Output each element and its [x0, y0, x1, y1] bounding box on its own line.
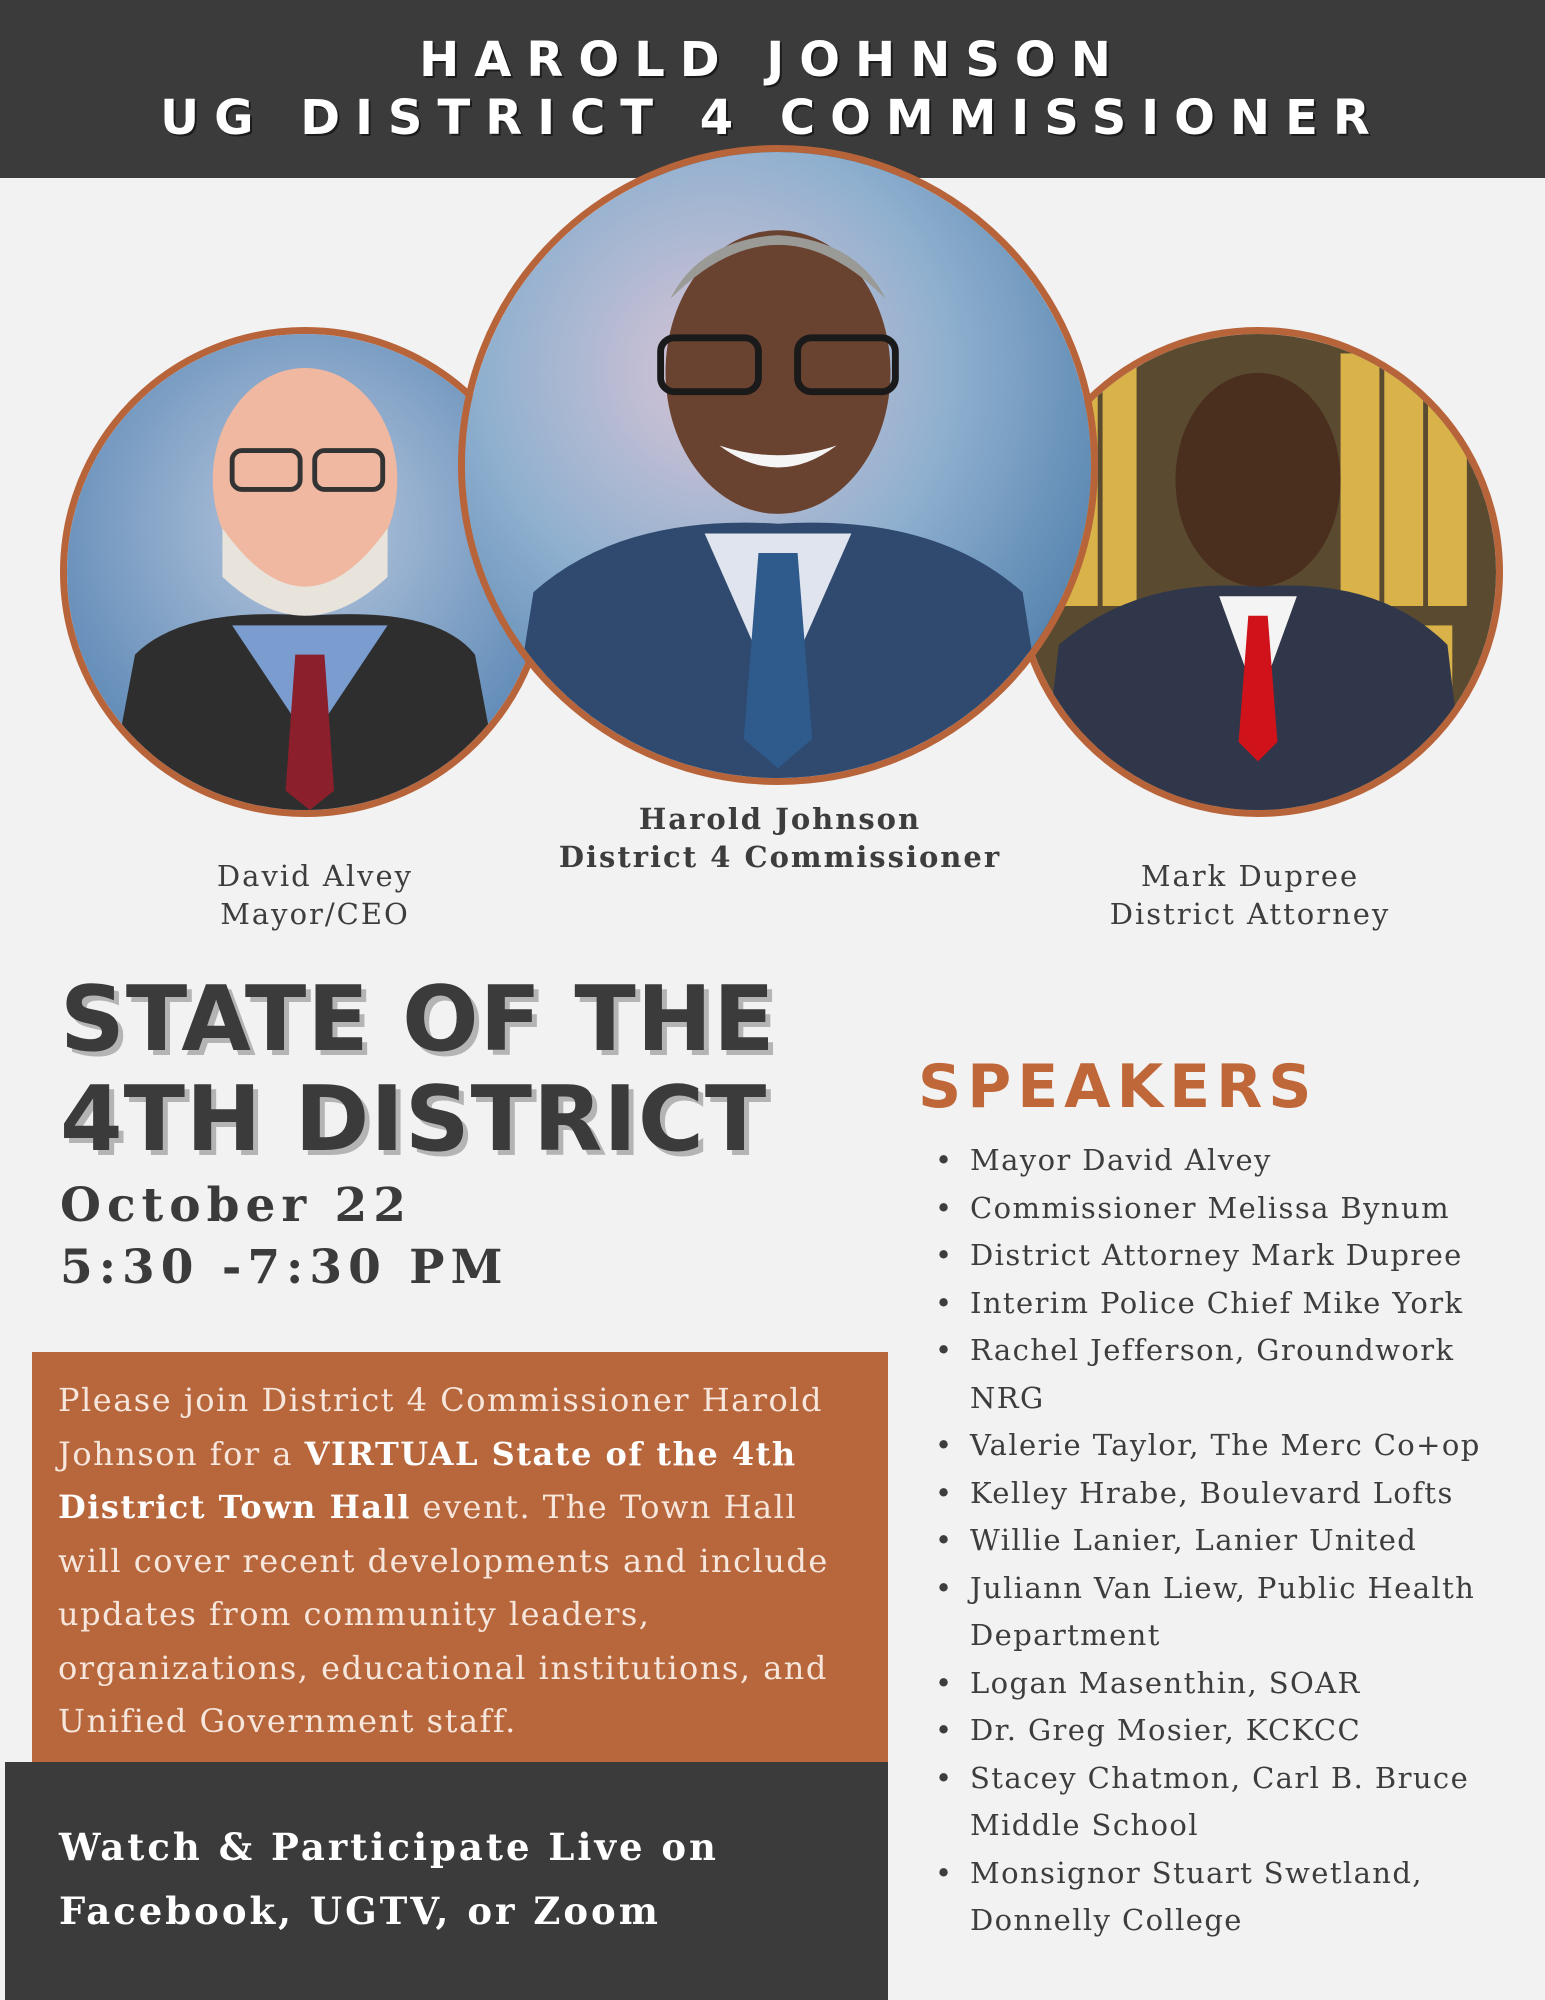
watch-line2: Facebook, UGTV, or Zoom — [59, 1889, 661, 1933]
speaker-name: Logan Masenthin, SOAR — [970, 1665, 1361, 1700]
speaker-item — [925, 1185, 1515, 1233]
speaker-name: Juliann Van Liew, Public Health Department — [970, 1570, 1476, 1652]
description-box — [32, 1352, 888, 1762]
speaker-item — [925, 1470, 1515, 1518]
event-title-line2: 4TH DISTRICT — [60, 1067, 768, 1172]
bullet-icon: • — [935, 1238, 954, 1272]
speaker-item — [925, 1517, 1515, 1565]
photo-harold-johnson — [458, 145, 1098, 785]
caption-right — [1050, 857, 1450, 933]
description-text — [58, 1374, 868, 1749]
header-office: UG DISTRICT 4 COMMISSIONER — [160, 90, 1385, 146]
caption-center — [530, 800, 1030, 876]
speaker-item — [925, 1660, 1515, 1708]
speaker-name: Rachel Jefferson, Groundwork NRG — [970, 1333, 1455, 1415]
bullet-icon: • — [935, 1190, 954, 1225]
description-part2: event. The Town Hall will cover recent developments and include updates from community leaders, organizations, educational institutions, and Unified Government staff. — [58, 1488, 829, 1740]
speaker-item — [925, 1755, 1515, 1850]
bullet-icon: • — [935, 1665, 954, 1700]
header-name: HAROLD JOHNSON — [419, 32, 1126, 88]
speaker-item — [925, 1850, 1515, 1945]
event-date: October 22 — [60, 1178, 412, 1233]
bullet-icon: • — [935, 1285, 954, 1320]
caption-left — [115, 857, 515, 933]
speaker-item — [925, 1137, 1515, 1185]
speaker-name: Interim Police Chief Mike York — [970, 1285, 1464, 1320]
person-role: Mayor/CEO — [220, 897, 410, 931]
person-role: District Attorney — [1109, 897, 1391, 931]
bullet-icon: • — [935, 1713, 954, 1747]
event-time: 5:30 -7:30 PM — [60, 1240, 509, 1295]
speaker-name: Commissioner Melissa Bynum — [970, 1190, 1450, 1225]
speaker-name: Mayor David Alvey — [970, 1143, 1272, 1177]
speaker-item — [925, 1707, 1515, 1755]
person-name: David Alvey — [216, 859, 414, 893]
description-bold: VIRTUAL State of the 4th District Town Hall — [58, 1434, 797, 1526]
speaker-item — [925, 1280, 1515, 1328]
speaker-item — [925, 1327, 1515, 1422]
speaker-item — [925, 1232, 1515, 1280]
speakers-list — [925, 1137, 1515, 1945]
watch-line1: Watch & Participate Live on — [59, 1825, 719, 1869]
bullet-icon: • — [935, 1475, 954, 1510]
speakers-heading: SPEAKERS — [918, 1052, 1318, 1122]
speaker-name: Kelley Hrabe, Boulevard Lofts — [970, 1475, 1454, 1510]
portrait-image — [465, 152, 1091, 778]
speaker-name: Stacey Chatmon, Carl B. Bruce Middle School — [970, 1760, 1470, 1842]
bullet-icon: • — [935, 1855, 954, 1890]
speaker-item — [925, 1422, 1515, 1470]
event-title-line1: STATE OF THE — [60, 967, 776, 1072]
speaker-name: Dr. Greg Mosier, KCKCC — [970, 1713, 1362, 1747]
description-part1: Please join District 4 Commissioner Harold Johnson for a — [58, 1381, 823, 1473]
bullet-icon: • — [935, 1143, 954, 1177]
speaker-item — [925, 1565, 1515, 1660]
speaker-name: Monsignor Stuart Swetland, Donnelly College — [970, 1855, 1423, 1937]
person-role: District 4 Commissioner — [558, 840, 1002, 874]
bullet-icon: • — [935, 1523, 954, 1557]
person-name: Mark Dupree — [1140, 859, 1360, 893]
bullet-icon: • — [935, 1570, 954, 1605]
bullet-icon: • — [935, 1760, 954, 1795]
speaker-name: District Attorney Mark Dupree — [970, 1238, 1463, 1272]
speaker-name: Valerie Taylor, The Merc Co+op — [970, 1428, 1481, 1462]
watch-box — [5, 1762, 888, 2000]
bullet-icon: • — [935, 1428, 954, 1462]
speaker-name: Willie Lanier, Lanier United — [970, 1523, 1418, 1557]
person-name: Harold Johnson — [638, 802, 922, 836]
bullet-icon: • — [935, 1333, 954, 1367]
